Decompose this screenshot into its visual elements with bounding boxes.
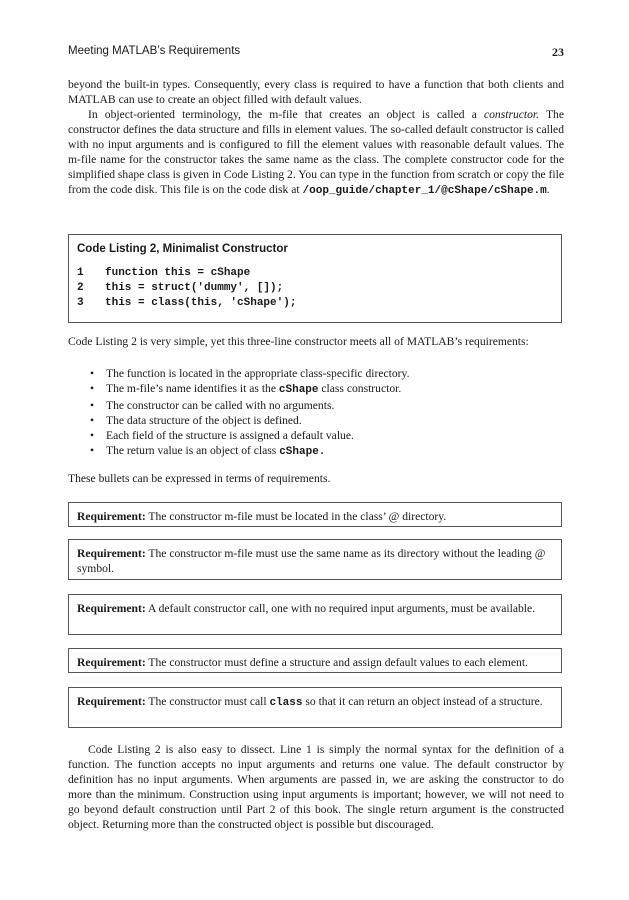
requirement-code: class — [269, 697, 303, 709]
bullet-text: The m-file’s name identifies it as the — [106, 382, 279, 395]
paragraph-2-text-b: The constructor defines the data structure and fills in element values. The so-called default constructor is called with no input arguments and is configured to fill the element values with reasonable default values. The m-file name for the constructor takes the same name as the class. The complete constructor code for the simplified shape class is given in Code Listing 2. You can type in the function from scratch or copy the file from the code disk. This file is on the code disk at — [68, 108, 564, 196]
bullet-text: The function is located in the appropriate class-specific directory. — [106, 367, 410, 380]
line-number: 2 — [77, 282, 84, 294]
line-number: 1 — [77, 267, 84, 279]
list-item — [68, 413, 564, 428]
requirement-label: Requirement: — [77, 695, 146, 708]
bullet-icon: • — [90, 429, 95, 442]
page-number: 23 — [552, 45, 564, 59]
requirement-label: Requirement: — [77, 510, 146, 523]
bullet-text: The return value is an object of class — [106, 444, 280, 457]
line-code: this = struct('dummy', []); — [105, 282, 284, 294]
bullet-icon: • — [90, 382, 95, 395]
list-item — [68, 443, 564, 460]
code-disk-path: /oop_guide/chapter_1/@cShape/cShape.m — [302, 185, 547, 197]
paragraph-1: beyond the built-in types. Consequently, every class is required to have a function that both clients and MATLAB can use to create an object filled with default values. — [68, 78, 564, 106]
paragraph-3: Code Listing 2 is very simple, yet this three-line constructor meets all of MATLAB’s requirements: — [68, 335, 529, 348]
bullet-icon: • — [90, 444, 95, 457]
paragraph-4: These bullets can be expressed in terms of requirements. — [68, 472, 331, 485]
bullet-icon: • — [90, 414, 95, 427]
bullet-text: Each field of the structure is assigned a default value. — [106, 429, 354, 442]
requirement-box-4 — [68, 648, 562, 673]
paragraph-2 — [68, 107, 564, 199]
code-line — [77, 282, 283, 294]
chapter-title: Meeting MATLAB’s Requirements — [68, 45, 241, 57]
list-item — [68, 398, 564, 413]
requirement-text: The constructor m-file must be located in the class’ @ directory. — [145, 510, 447, 523]
constructor-term: constructor. — [483, 108, 540, 121]
bullet-icon: • — [90, 367, 95, 380]
bullet-code: cShape — [278, 384, 319, 396]
requirement-box-5 — [68, 687, 562, 728]
requirement-text: so that it can return an object instead of a structure. — [302, 695, 543, 708]
requirement-text: The constructor must define a structure and assign default values to each element. — [145, 656, 528, 669]
line-code: this = class(this, 'cShape'); — [105, 297, 297, 309]
bullet-text: The data structure of the object is defined. — [106, 414, 302, 427]
bullet-text: The constructor can be called with no arguments. — [106, 399, 335, 412]
requirement-label: Requirement: — [77, 547, 146, 560]
list-item — [68, 428, 564, 443]
requirement-box-3 — [68, 594, 562, 635]
bullet-text: class constructor. — [318, 382, 402, 395]
requirement-text: The constructor must call — [145, 695, 270, 708]
bullet-icon: • — [90, 399, 95, 412]
line-number: 3 — [77, 297, 84, 309]
line-code: function this = cShape — [105, 267, 251, 279]
code-listing-box — [68, 234, 562, 323]
paragraph-2-text-a: In object-oriented terminology, the m-file that creates an object is called a — [88, 108, 484, 121]
requirement-box-1 — [68, 502, 562, 527]
code-listing-title: Code Listing 2, Minimalist Constructor — [77, 243, 288, 255]
running-header — [68, 45, 564, 61]
list-item — [68, 381, 564, 398]
requirement-label: Requirement: — [77, 602, 146, 615]
requirement-text: A default constructor call, one with no required input arguments, must be available. — [145, 602, 536, 615]
requirement-text: The constructor m-file must use the same name as its directory without the leading @ symbol. — [77, 547, 546, 575]
paragraph-5: Code Listing 2 is also easy to dissect. Line 1 is simply the normal syntax for the definition of a function. The function accepts no input arguments and returns one value. The default constructor by definition has no input arguments. When arguments are passed in, we are asking the constructor to do more than the minimum. Construction using input arguments is important; however, we will not need to go beyond default construction until Part 2 of this book. The single return argument is the constructed object. Returning more than the constructed object is possible but discouraged. — [68, 743, 564, 831]
paragraph-2-text-c: . — [546, 183, 550, 196]
requirements-bullet-list — [68, 366, 564, 460]
requirement-box-2 — [68, 539, 562, 580]
bullet-code: cShape. — [279, 446, 326, 458]
list-item — [68, 366, 564, 381]
code-line — [77, 267, 250, 279]
code-line — [77, 297, 296, 309]
requirement-label: Requirement: — [77, 656, 146, 669]
